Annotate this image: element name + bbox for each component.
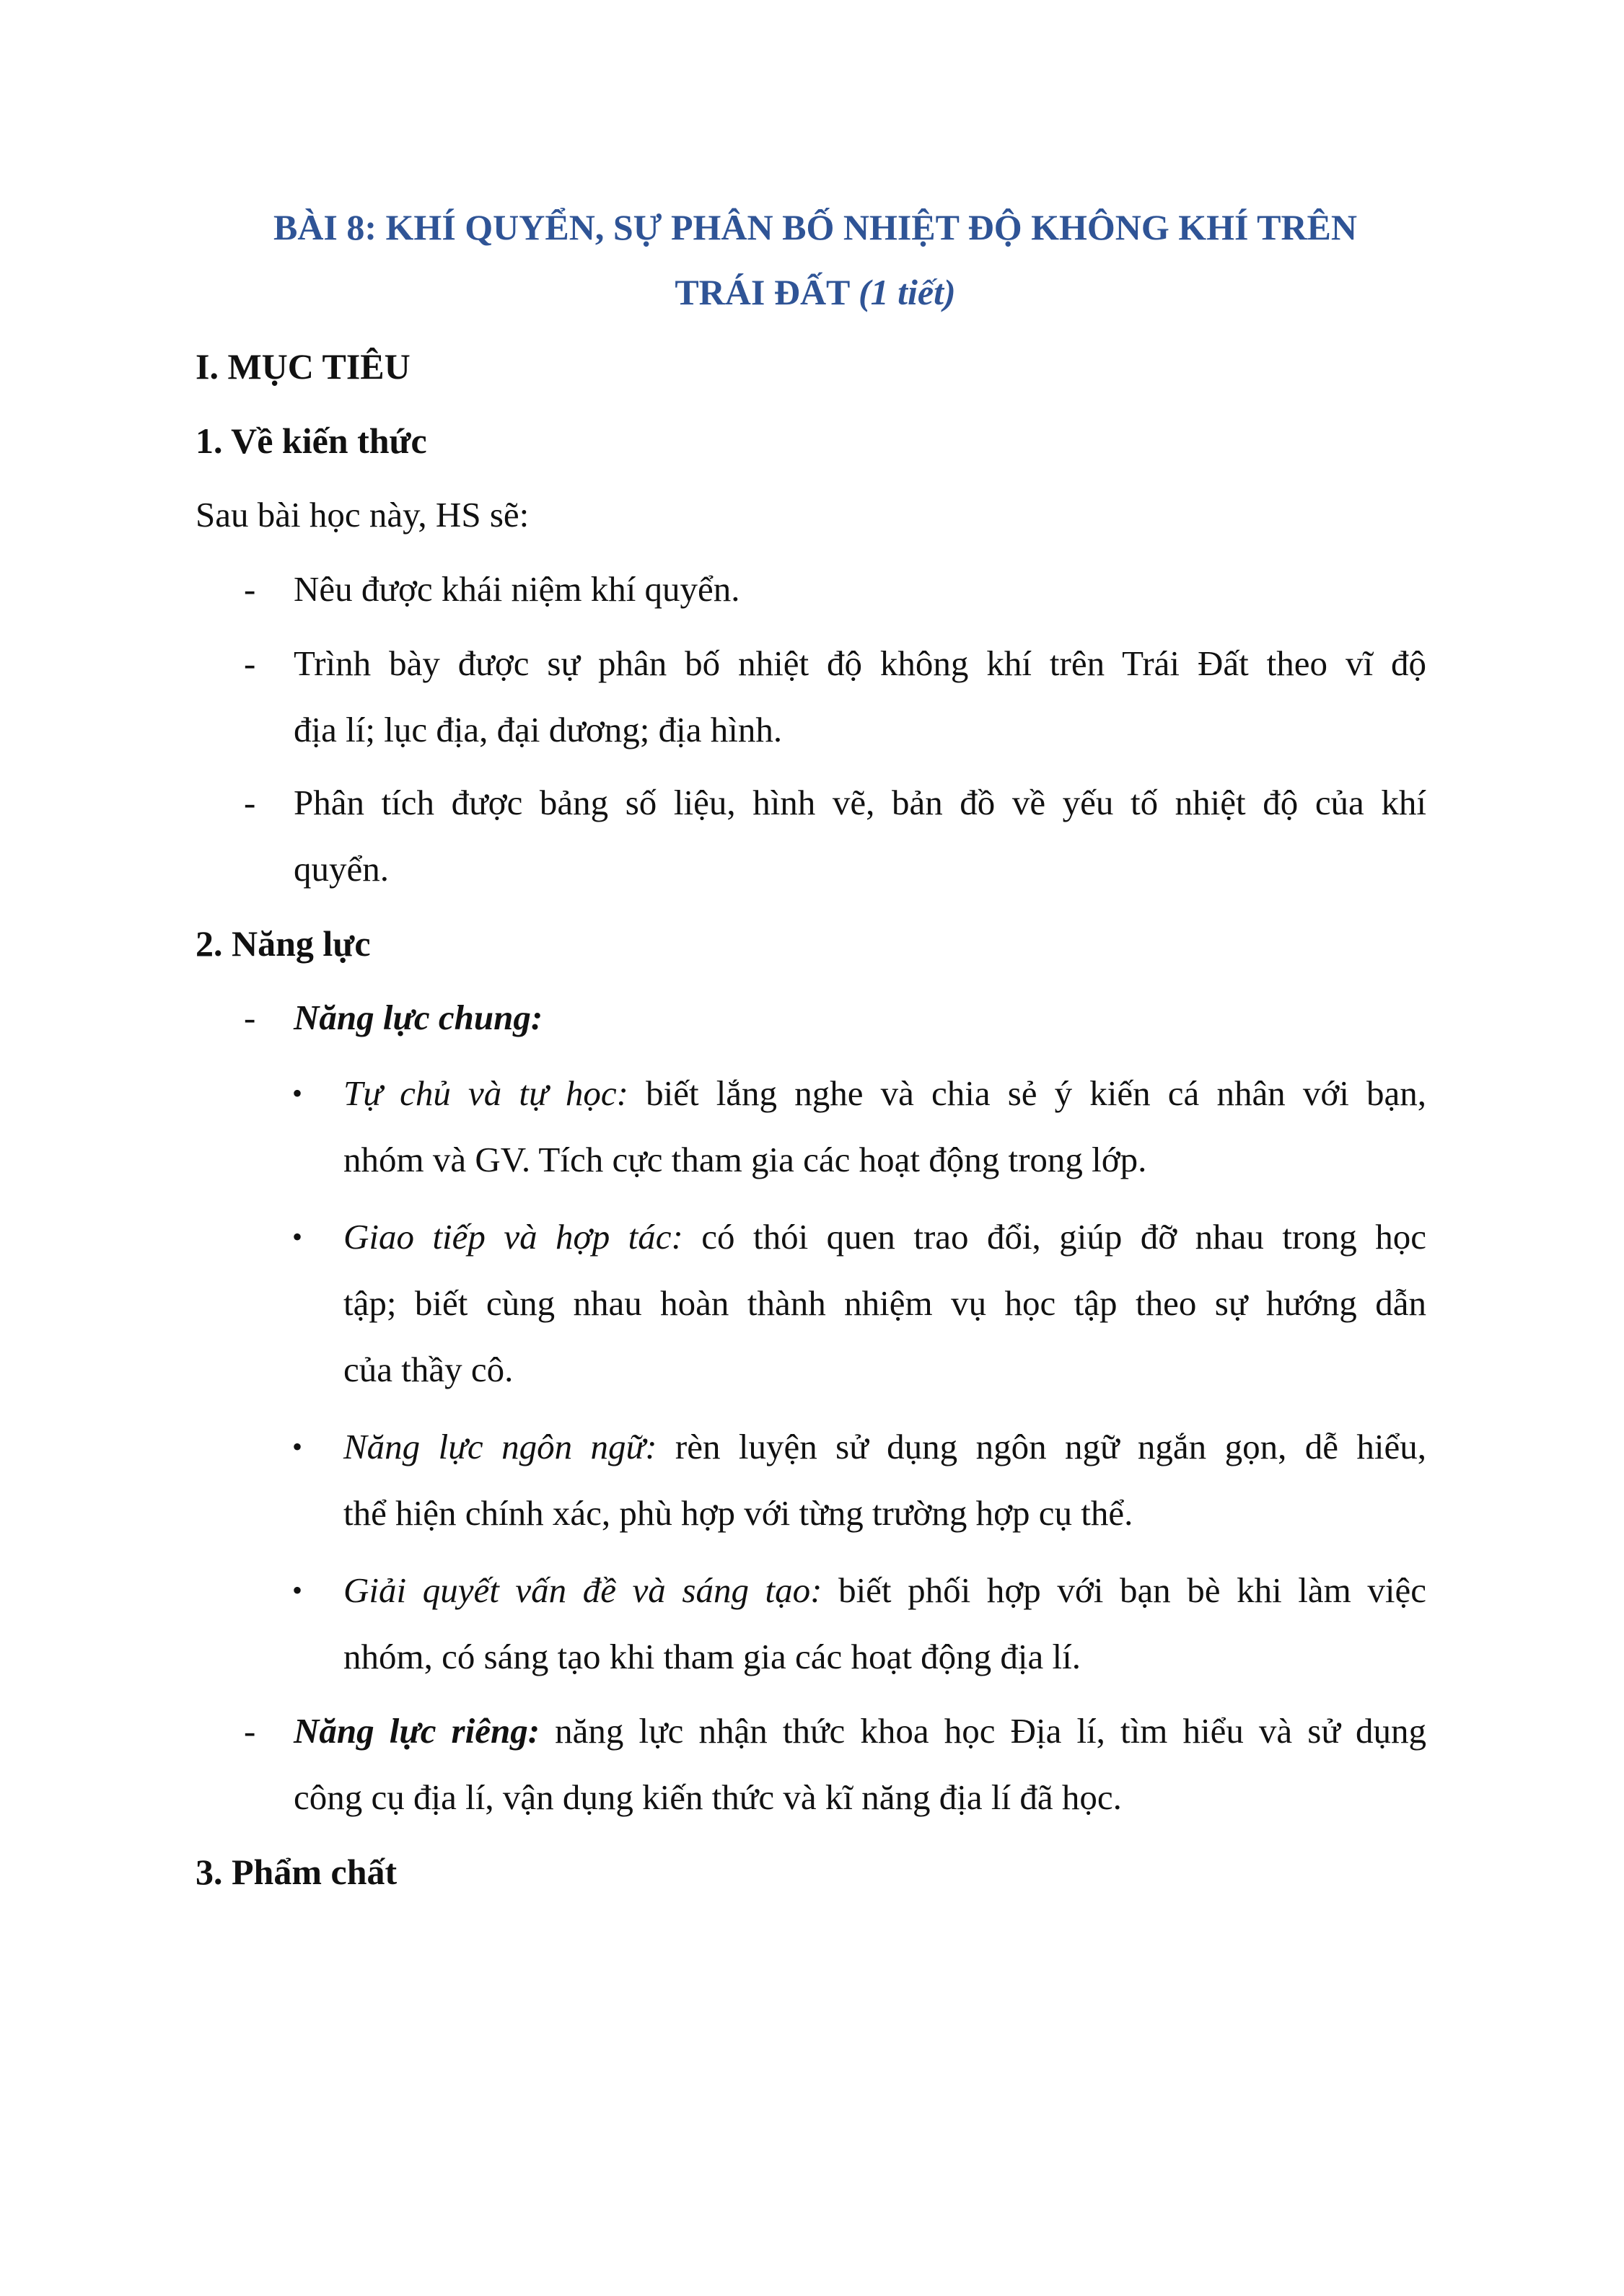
general-item-1-line-1 (343, 1072, 1426, 1115)
general-item-2-label: Giao tiếp và hợp tác: (343, 1217, 683, 1257)
specific-competence-line-1 (294, 1710, 1426, 1753)
section-heading-objectives: I. MỤC TIÊU (196, 346, 411, 387)
general-item-1-label: Tự chủ và tự học: (343, 1073, 628, 1113)
dash-marker: - (244, 569, 256, 609)
dash-marker: - (244, 998, 256, 1037)
general-item-4-line-1 (343, 1569, 1426, 1612)
general-item-4-text: biết phối hợp với bạn bè khi làm việc (822, 1570, 1426, 1610)
subheading-knowledge: 1. Về kiến thức (196, 421, 427, 461)
knowledge-item-2-line-2: địa lí; lục địa, đại dương; địa hình. (294, 710, 783, 749)
general-item-4-line-2: nhóm, có sáng tạo khi tham gia các hoạt động địa lí. (343, 1637, 1081, 1676)
knowledge-item-3-line-2: quyển. (294, 849, 389, 889)
dash-marker: - (244, 783, 256, 822)
knowledge-item-1: Nêu được khái niệm khí quyển. (294, 569, 740, 609)
general-item-4-label: Giải quyết vấn đề và sáng tạo: (343, 1570, 822, 1610)
specific-competence-label: Năng lực riêng: (294, 1711, 540, 1751)
dash-marker: - (244, 1711, 256, 1751)
bullet-marker: • (292, 1077, 303, 1109)
general-item-1-text: biết lắng nghe và chia sẻ ý kiến cá nhân với bạn, (628, 1073, 1426, 1113)
general-item-2-text: có thói quen trao đổi, giúp đỡ nhau trong học (682, 1217, 1426, 1257)
knowledge-item-3-line-1: Phân tích được bảng số liệu, hình vẽ, bản đồ về yếu tố nhiệt độ của khí (294, 783, 1426, 822)
lesson-title-main: TRÁI ĐẤT (675, 272, 850, 312)
general-item-3-line-2: thể hiện chính xác, phù hợp với từng trường hợp cụ thể. (343, 1493, 1133, 1533)
lesson-title-text: BÀI 8: KHÍ QUYỂN, SỰ PHÂN BỐ NHIỆT ĐỘ KHÔNG KHÍ TRÊN (273, 207, 1358, 247)
lesson-duration: (1 tiết) (859, 272, 956, 312)
subheading-competence: 2. Năng lực (196, 923, 371, 964)
specific-competence-line-2: công cụ địa lí, vận dụng kiến thức và kĩ năng địa lí đã học. (294, 1777, 1122, 1817)
subheading-quality: 3. Phẩm chất (196, 1852, 398, 1892)
general-item-2-line-2: tập; biết cùng nhau hoàn thành nhiệm vụ học tập theo sự hướng dẫn (343, 1283, 1426, 1323)
general-item-2-line-3: của thầy cô. (343, 1350, 514, 1389)
general-item-2-line-1 (343, 1215, 1426, 1259)
dash-marker: - (244, 643, 256, 683)
bullet-marker: • (292, 1220, 303, 1253)
bullet-marker: • (292, 1574, 303, 1606)
general-item-3-line-1 (343, 1425, 1426, 1469)
general-item-1-line-2: nhóm và GV. Tích cực tham gia các hoạt động trong lớp. (343, 1140, 1147, 1179)
general-item-3-label: Năng lực ngôn ngữ: (343, 1427, 657, 1466)
knowledge-item-2-line-1: Trình bày được sự phân bố nhiệt độ không khí trên Trái Đất theo vĩ độ (294, 643, 1426, 683)
lesson-title-line-2 (202, 270, 1428, 314)
knowledge-intro: Sau bài học này, HS sẽ: (196, 495, 530, 535)
lesson-title-line-1 (202, 206, 1428, 249)
general-item-3-text: rèn luyện sử dụng ngôn ngữ ngắn gọn, dễ hiểu, (657, 1427, 1426, 1466)
specific-competence-text: năng lực nhận thức khoa học Địa lí, tìm hiểu và sử dụng (540, 1711, 1427, 1751)
bullet-marker: • (292, 1430, 303, 1463)
general-competence-label: Năng lực chung: (294, 998, 543, 1037)
